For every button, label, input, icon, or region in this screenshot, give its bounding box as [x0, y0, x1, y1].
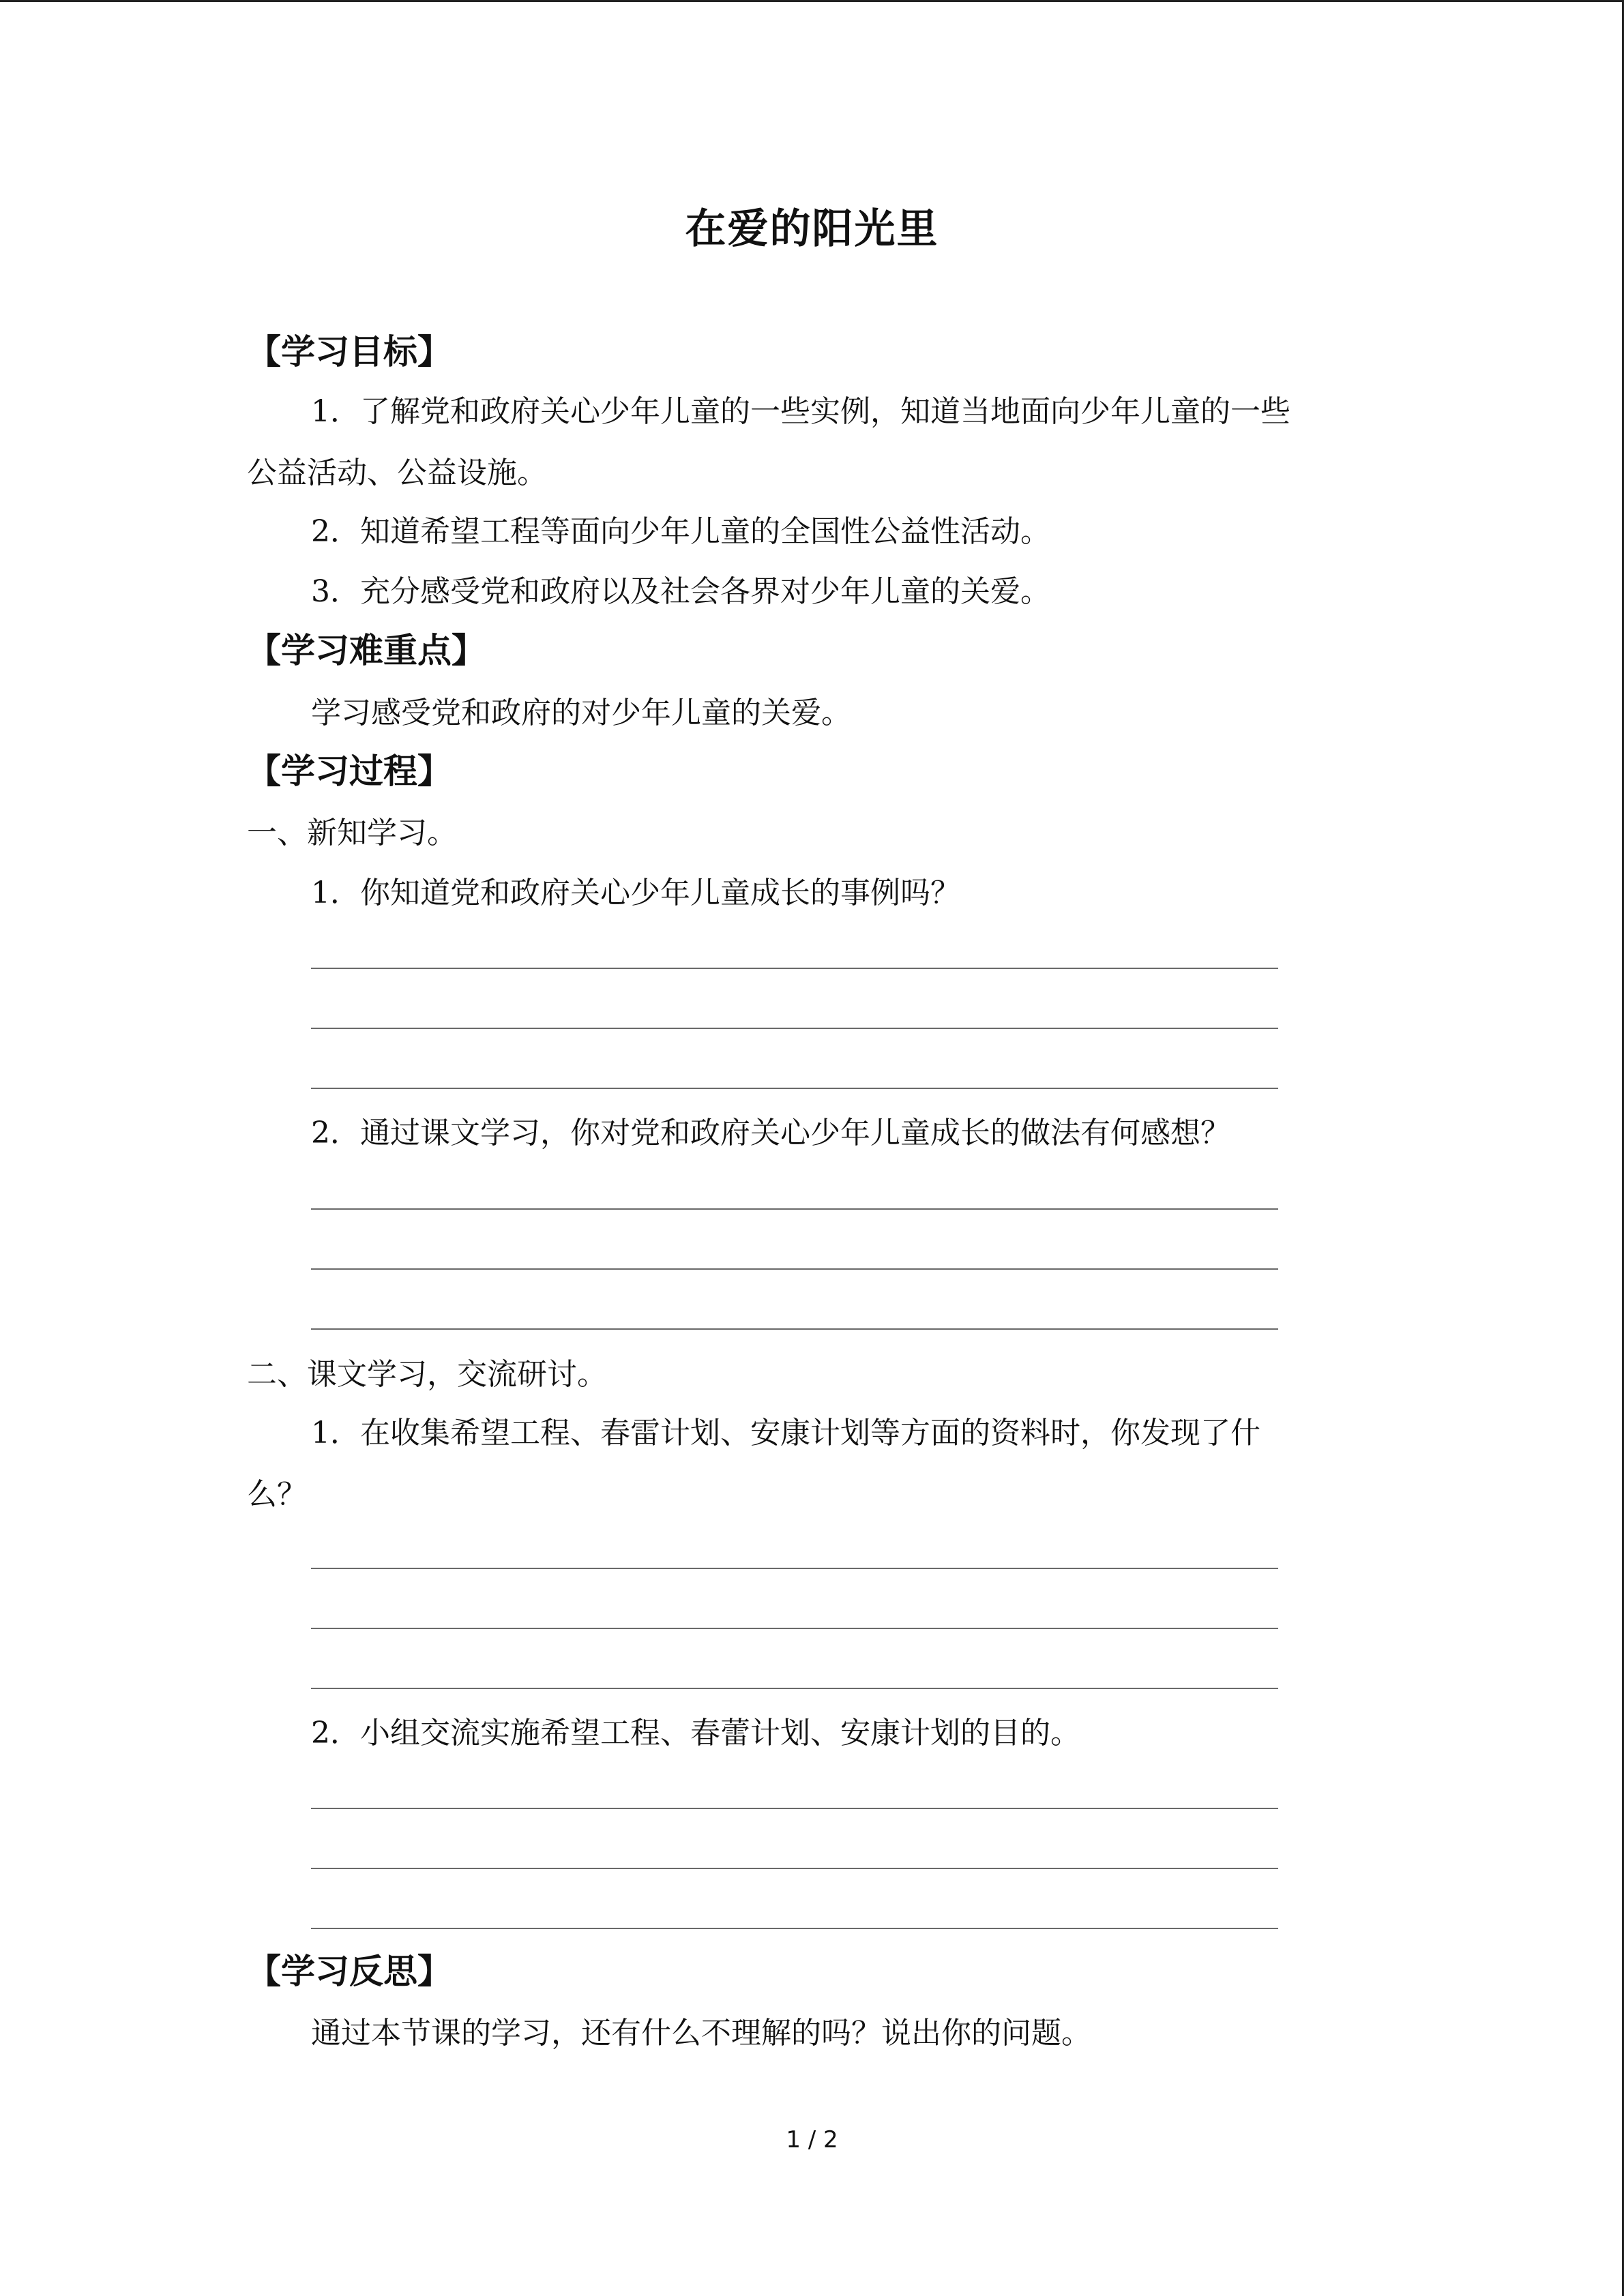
answer-line[interactable]: [311, 1928, 1278, 1929]
answer-line[interactable]: [311, 1268, 1278, 1270]
part-2-title: 二、课文学习，交流研讨。: [247, 1357, 607, 1392]
heading-reflection: 【学习反思】: [247, 1952, 452, 1991]
objective-2: 2．知道希望工程等面向少年儿童的全国性公益性活动。: [311, 514, 1050, 549]
document-title: 在爱的阳光里: [685, 205, 939, 253]
part-2-question-1-line-1: 1．在收集希望工程、春雷计划、安康计划等方面的资料时，你发现了什: [311, 1416, 1260, 1450]
objective-1-line-1: 1．了解党和政府关心少年儿童的一些实例，知道当地面向少年儿童的一些: [311, 394, 1290, 429]
reflection-text: 通过本节课的学习，还有什么不理解的吗？说出你的问题。: [311, 2016, 1091, 2051]
answer-line[interactable]: [311, 1328, 1278, 1330]
answer-line[interactable]: [311, 968, 1278, 969]
objective-3: 3．充分感受党和政府以及社会各界对少年儿童的关爱。: [311, 574, 1050, 609]
part-1-question-2: 2．通过课文学习，你对党和政府关心少年儿童成长的做法有何感想？: [311, 1116, 1230, 1150]
heading-key-points: 【学习难重点】: [247, 631, 486, 670]
page-border-top: [0, 0, 1624, 2]
answer-line[interactable]: [311, 1208, 1278, 1210]
answer-line[interactable]: [311, 1688, 1278, 1689]
heading-process: 【学习过程】: [247, 751, 452, 791]
page-number: 1 / 2: [786, 2126, 838, 2153]
answer-line[interactable]: [311, 1808, 1278, 1809]
part-1-question-1: 1．你知道党和政府关心少年儿童成长的事例吗？: [311, 876, 960, 910]
objective-1-line-2: 公益活动、公益设施。: [247, 456, 547, 490]
part-1-title: 一、新知学习。: [247, 816, 457, 850]
answer-line[interactable]: [311, 1088, 1278, 1089]
answer-line[interactable]: [311, 1868, 1278, 1869]
part-2-question-1-line-2: 么？: [247, 1477, 307, 1512]
key-points-text: 学习感受党和政府的对少年儿童的关爱。: [311, 696, 851, 730]
answer-line[interactable]: [311, 1028, 1278, 1029]
answer-line[interactable]: [311, 1628, 1278, 1629]
part-2-question-2: 2．小组交流实施希望工程、春蕾计划、安康计划的目的。: [311, 1716, 1080, 1750]
answer-line[interactable]: [311, 1568, 1278, 1569]
heading-objectives: 【学习目标】: [247, 332, 452, 372]
